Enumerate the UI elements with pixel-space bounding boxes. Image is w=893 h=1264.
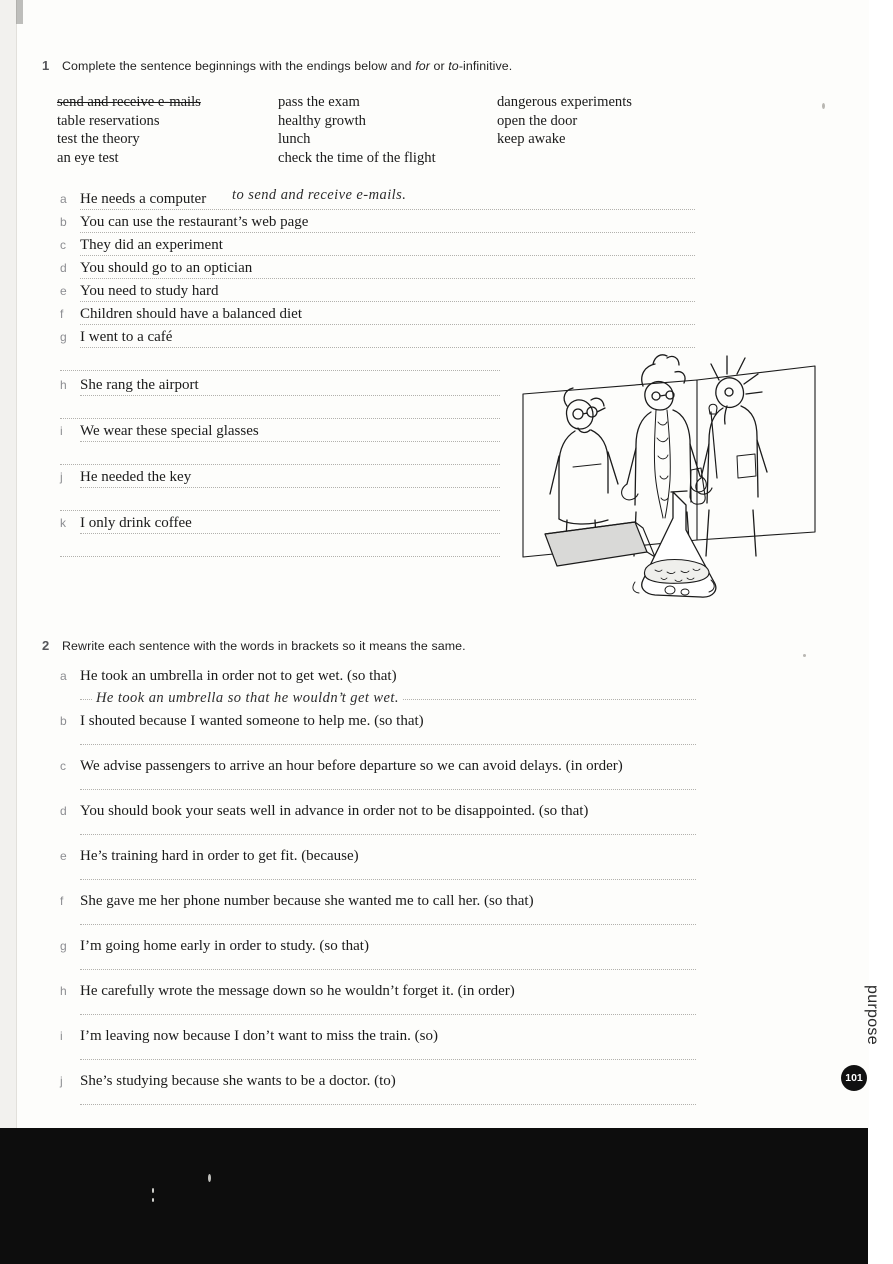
item-letter: a (60, 192, 67, 206)
scan-speck (152, 1188, 154, 1193)
answer-line[interactable] (60, 464, 500, 465)
scientists-laboratory-cartoon (515, 352, 845, 607)
item-letter: i (60, 424, 63, 438)
item-letter: c (60, 238, 66, 252)
scan-speck (822, 103, 825, 109)
item-text: I shouted because I wanted someone to help me. (so that) (80, 713, 424, 729)
answer-line[interactable] (80, 969, 696, 970)
answer-row-g-continuation[interactable] (60, 351, 500, 373)
answer-row-j-continuation[interactable] (60, 491, 500, 513)
section-side-label: purpose (864, 985, 881, 1045)
item-letter: j (60, 470, 63, 484)
scan-speck (803, 654, 806, 657)
page-left-edge (0, 0, 17, 1130)
item-text: You should book your seats well in advance in order not to be disappointed. (so that) (80, 803, 589, 819)
item-letter: b (60, 215, 67, 229)
answer-row-j[interactable] (60, 468, 500, 490)
word-bank-item: test the theory (57, 131, 140, 148)
item-letter: f (60, 307, 64, 321)
item-text: She’s studying because she wants to be a doctor. (to) (80, 1073, 396, 1089)
item-letter: a (60, 669, 67, 683)
item-text: She rang the airport (80, 376, 204, 395)
word-bank-column-1 (57, 93, 201, 167)
answer-row-k[interactable] (60, 514, 500, 536)
answer-row-g[interactable] (60, 328, 695, 350)
word-bank-item: dangerous experiments (497, 94, 632, 110)
item-letter: h (60, 984, 67, 998)
answer-line[interactable] (60, 418, 500, 419)
item-text: Children should have a balanced diet (80, 305, 307, 324)
item-letter: g (60, 330, 67, 344)
handwritten-answer: to send and receive e-mails. (230, 187, 410, 204)
scan-speck (208, 1174, 211, 1182)
answer-line[interactable] (80, 232, 695, 233)
answer-row-k-continuation[interactable] (60, 537, 500, 559)
answer-row-i-continuation[interactable] (60, 445, 500, 467)
item-text: You need to study hard (80, 282, 223, 301)
word-bank-item: an eye test (57, 149, 119, 166)
word-bank-item: check the time of the flight (278, 149, 436, 166)
word-bank-item: lunch (278, 131, 311, 148)
word-bank-item: healthy growth (278, 112, 366, 129)
page-edge-shadow (16, 0, 23, 24)
exercise-2-number: 2 (42, 638, 50, 653)
instruction-part-1: Complete the sentence beginnings with the endings below and (62, 59, 416, 73)
answer-line[interactable] (80, 744, 696, 745)
item-letter: d (60, 261, 67, 275)
item-text: You should go to an optician (80, 259, 257, 278)
answer-row-e[interactable] (60, 282, 695, 304)
answer-line[interactable] (80, 1104, 696, 1105)
item-letter: j (60, 1074, 63, 1088)
item-letter: g (60, 939, 67, 953)
answer-line[interactable] (80, 209, 695, 210)
item-text: He needed the key (80, 468, 196, 487)
word-bank-item: open the door (497, 112, 578, 129)
item-text: He’s training hard in order to get fit. (because) (80, 848, 359, 864)
answer-row-i[interactable] (60, 422, 500, 444)
item-letter: b (60, 714, 67, 728)
word-bank-item: send and receive e-mails (57, 94, 201, 110)
answer-line[interactable] (80, 1014, 696, 1015)
answer-row-h-continuation[interactable] (60, 399, 500, 421)
item-letter: i (60, 1029, 63, 1043)
answer-row-f[interactable] (60, 305, 695, 327)
handwritten-answer: He took an umbrella so that he wouldn’t get wet. (92, 690, 403, 707)
instruction-part-4: to (448, 59, 459, 73)
answer-row-d[interactable] (60, 259, 695, 281)
answer-line[interactable] (80, 879, 696, 880)
answer-line[interactable] (80, 324, 695, 325)
answer-line[interactable] (80, 441, 500, 442)
answer-row-a[interactable] (60, 187, 695, 212)
answer-line[interactable] (80, 533, 500, 534)
answer-line[interactable] (80, 834, 696, 835)
item-letter: f (60, 894, 64, 908)
instruction-part-5: -infinitive. (458, 59, 513, 73)
answer-line[interactable] (80, 301, 695, 302)
item-letter: h (60, 378, 67, 392)
scan-speck (152, 1198, 154, 1202)
word-bank-column-3 (497, 93, 632, 149)
exercise-2-instruction: Rewrite each sentence with the words in brackets so it means the same. (62, 639, 466, 653)
item-text: He carefully wrote the message down so he wouldn’t forget it. (in order) (80, 983, 515, 999)
instruction-part-2: for (415, 59, 430, 73)
word-bank-item: pass the exam (278, 94, 360, 110)
item-text: I’m going home early in order to study. (so that) (80, 938, 369, 954)
answer-row-b[interactable] (60, 213, 695, 235)
exercise-1-instruction (62, 59, 512, 73)
word-bank-column-2 (278, 93, 436, 167)
word-bank-item: table reservations (57, 112, 160, 129)
item-letter: k (60, 516, 66, 530)
answer-line[interactable] (80, 347, 695, 348)
item-letter: d (60, 804, 67, 818)
answer-line[interactable] (80, 278, 695, 279)
instruction-part-3: or (429, 59, 449, 73)
exercise-1-number: 1 (42, 58, 50, 73)
page-number-badge: 101 (841, 1065, 867, 1091)
answer-line[interactable] (80, 789, 696, 790)
item-letter: e (60, 284, 67, 298)
item-text: I’m leaving now because I don’t want to miss the train. (so) (80, 1028, 438, 1044)
answer-line[interactable] (60, 510, 500, 511)
item-text: They did an experiment (80, 236, 228, 255)
answer-row-c[interactable] (60, 236, 695, 258)
answer-line[interactable] (80, 924, 696, 925)
answer-line[interactable] (80, 255, 695, 256)
item-text: You can use the restaurant’s web page (80, 213, 313, 232)
page-right-margin (869, 0, 893, 1130)
answer-line[interactable] (80, 1059, 696, 1060)
answer-row-h[interactable] (60, 376, 500, 398)
item-text: He needs a computer (80, 190, 211, 209)
item-text: We advise passengers to arrive an hour before departure so we can avoid delays. (in order) (80, 758, 623, 774)
answer-line[interactable] (80, 487, 500, 488)
item-text: I only drink coffee (80, 514, 197, 533)
answer-line[interactable] (60, 556, 500, 557)
item-letter: c (60, 759, 66, 773)
scan-shadow-bottom (0, 1128, 868, 1264)
item-text: She gave me her phone number because she wanted me to call her. (so that) (80, 893, 534, 909)
item-letter: e (60, 849, 67, 863)
answer-line[interactable] (60, 370, 500, 371)
item-text: We wear these special glasses (80, 422, 264, 441)
item-text: I went to a café (80, 328, 177, 347)
item-text: He took an umbrella in order not to get wet. (so that) (80, 668, 397, 684)
answer-line[interactable] (80, 395, 500, 396)
word-bank-item: keep awake (497, 131, 566, 148)
